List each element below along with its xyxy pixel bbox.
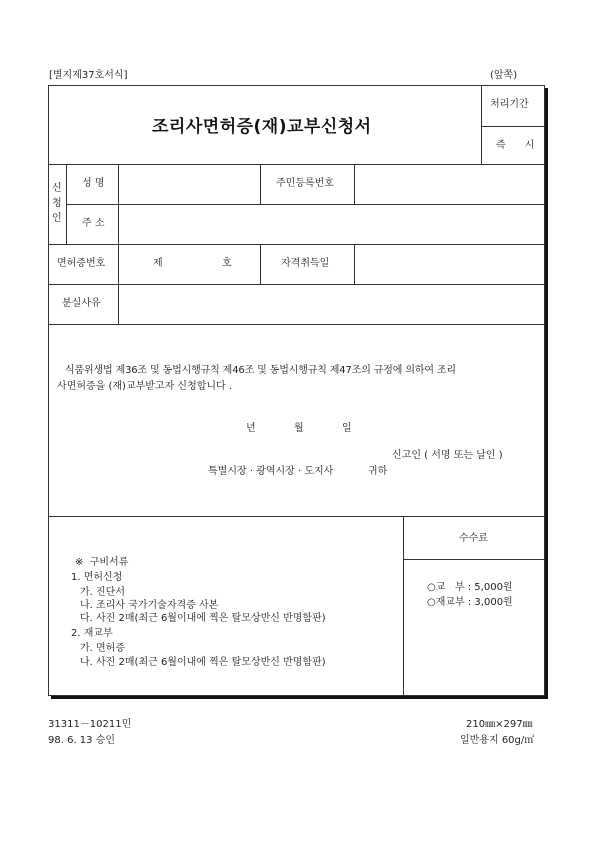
resident-number-label: 주민등록번호	[276, 178, 334, 189]
document-item: 가. 면허증	[80, 643, 125, 654]
approval-date: 98. 6. 13 승인	[48, 735, 116, 746]
date-year-label: 년	[246, 423, 256, 434]
divider	[481, 85, 482, 164]
divider	[481, 126, 545, 127]
divider	[66, 164, 67, 244]
applicant-group-label-3: 인	[52, 213, 62, 224]
page-side-label: (앞쪽)	[490, 70, 518, 81]
divider	[260, 164, 261, 204]
divider	[403, 559, 545, 560]
fee-reissue: ○재교부 : 3,000원	[427, 597, 513, 608]
qualification-date-field[interactable]	[355, 245, 544, 283]
resident-number-field[interactable]	[355, 165, 544, 203]
address-label: 주 소	[82, 218, 105, 229]
fee-issue: ○교 부 : 5,000원	[427, 582, 513, 593]
processing-period-label: 처리기간	[490, 99, 529, 110]
applicant-group-label-2: 청	[52, 198, 62, 209]
qualification-date-label: 자격취득일	[281, 258, 330, 269]
divider	[48, 324, 545, 325]
paper-size: 210㎜×297㎜	[466, 719, 533, 730]
document-item: 나. 사진 2매(최근 6월이내에 찍은 탈모상반신 반명함판)	[80, 657, 326, 668]
license-number-field[interactable]	[165, 250, 215, 276]
frame-shadow-right	[545, 88, 548, 699]
address-field[interactable]	[119, 205, 544, 243]
document-item: 가. 진단서	[80, 587, 125, 598]
statement-line-1: 식품위생법 제36조 및 동법시행규칙 제46조 및 동법시행규칙 제47조의 규정에 의하여 조리	[65, 365, 456, 376]
form-title: 조리사면허증(재)교부신청서	[152, 117, 372, 137]
fee-label: 수수료	[459, 533, 488, 544]
name-field[interactable]	[119, 165, 259, 203]
divider	[260, 244, 261, 284]
recipient-title: 특별시장 · 광역시장 · 도지사	[208, 466, 334, 477]
divider	[48, 516, 545, 517]
processing-period-value: 즉 시	[496, 140, 535, 151]
license-number-suffix: 호	[222, 258, 232, 269]
license-number-prefix: 제	[153, 258, 163, 269]
document-item: 2. 재교부	[71, 628, 113, 639]
form-code: 31311－10211민	[48, 719, 132, 730]
document-item: 1. 면허신청	[71, 572, 123, 583]
license-number-label: 면허증번호	[57, 258, 106, 269]
document-item: 나. 조리사 국가기술자격증 사본	[80, 600, 219, 611]
loss-reason-label: 분실사유	[62, 298, 101, 309]
paper-type: 일반용지 60g/㎡	[460, 735, 535, 746]
date-day-label: 일	[342, 423, 352, 434]
date-month-label: 월	[294, 423, 304, 434]
frame-shadow-bottom	[51, 696, 548, 699]
divider	[403, 516, 404, 696]
applicant-signature-label: 신고인 ( 서명 또는 날인 )	[392, 450, 503, 461]
applicant-group-label-1: 신	[52, 183, 62, 194]
name-label: 성 명	[82, 178, 105, 189]
form-number: [별지제37호서식]	[49, 70, 128, 81]
document-item: 다. 사진 2매(최근 6월이내에 찍은 탈모상반신 반명함판)	[80, 613, 326, 624]
required-documents-heading: ※ 구비서류	[75, 557, 129, 568]
recipient-honorific: 귀하	[368, 466, 388, 477]
loss-reason-field[interactable]	[119, 285, 544, 323]
statement-line-2: 사면허증을 (재)교부받고자 신청합니다 .	[57, 381, 233, 392]
